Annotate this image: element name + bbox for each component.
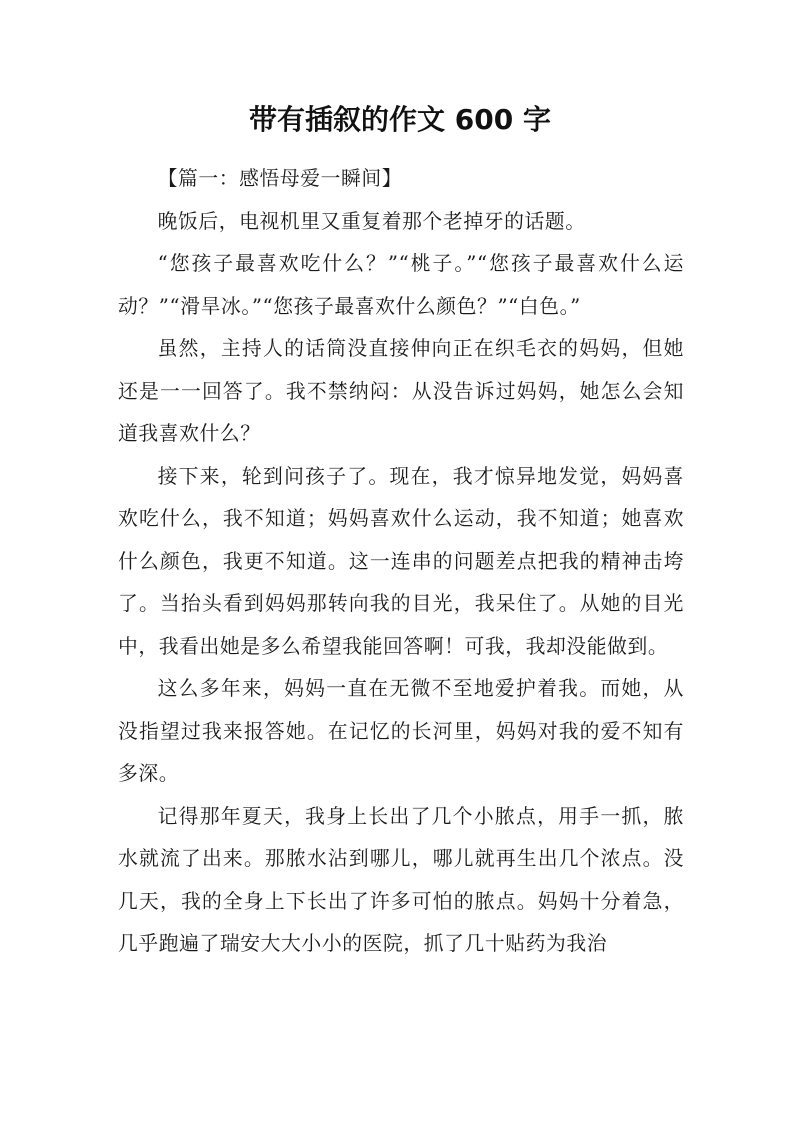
document-body	[118, 158, 684, 966]
document-title: 带有插叙的作文 600 字	[249, 103, 551, 136]
paragraph: 这么多年来，妈妈一直在无微不至地爱护着我。而她，从没指望过我来报答她。在记忆的长河里，妈妈对我的爱不知有多深。	[118, 677, 684, 785]
paragraph: 晚饭后，电视机里又重复着那个老掉牙的话题。	[157, 209, 586, 233]
paragraph: 接下来，轮到问孩子了。现在，我才惊异地发觉，妈妈喜欢吃什么，我不知道；妈妈喜欢什么运动，我不知道；她喜欢什么颜色，我更不知道。这一连串的问题差点把我的精神击垮了。当抬头看到妈妈那转向我的目光，我呆住了。从她的目光中，我看出她是多么希望我能回答啊！可我，我却没能做到。	[118, 464, 684, 658]
paragraph: “您孩子最喜欢吃什么？”“桃子。”“您孩子最喜欢什么运动？”“滑旱冰。”“您孩子最喜欢什么颜色？”“白色。”	[118, 252, 684, 318]
section-heading: 【篇一：感悟母爱一瞬间】	[157, 167, 403, 190]
paragraph: 记得那年夏天，我身上长出了几个小脓点，用手一抓，脓水就流了出来。那脓水沾到哪儿，哪儿就再生出几个浓点。没几天，我的全身上下长出了许多可怕的脓点。妈妈十分着急，几乎跑遍了瑞安大大小小的医院，抓了几十贴药为我治	[118, 804, 684, 955]
paragraph: 虽然，主持人的话筒没直接伸向正在织毛衣的妈妈，但她还是一一回答了。我不禁纳闷：从没告诉过妈妈，她怎么会知道我喜欢什么？	[118, 337, 684, 445]
